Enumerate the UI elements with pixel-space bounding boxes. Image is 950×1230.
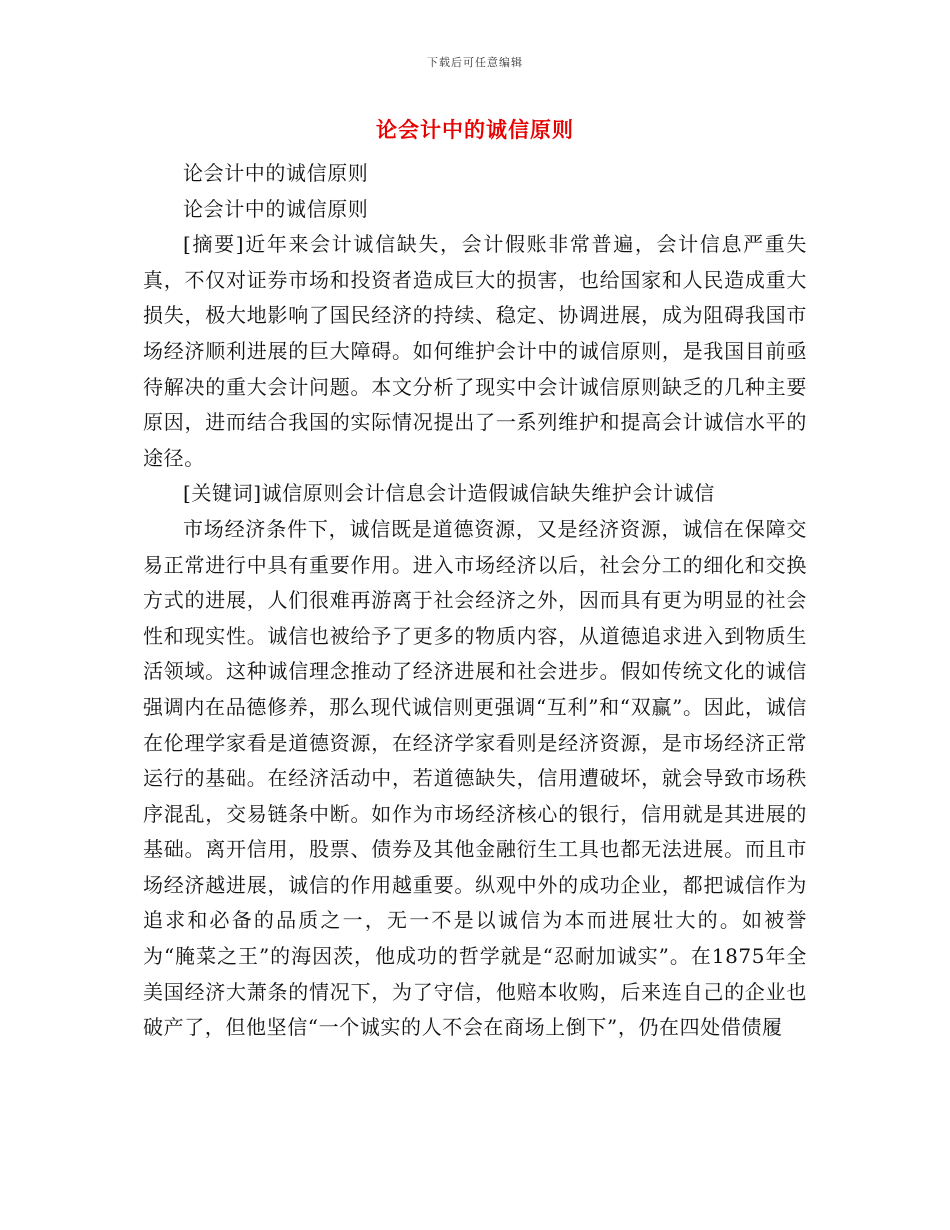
abstract-paragraph: [摘要]近年来会计诚信缺失，会计假账非常普遍，会计信息严重失真，不仅对证券市场和投资者造成巨大的损害，也给国家和人民造成重大损失，极大地影响了国民经济的持续、稳定、协调进展，成为阻碍我国市场经济顺利进展的巨大障碍。如何维护会计中的诚信原则，是我国目前亟待解决的重大会计问题。本文分析了现实中会计诚信原则缺乏的几种主要原因，进而结合我国的实际情况提出了一系列维护和提高会计诚信水平的途径。 (143, 232, 807, 470)
page-header-note: 下载后可任意编辑 (427, 56, 523, 69)
subtitle-line-1: 论会计中的诚信原则 (183, 161, 369, 185)
body-paragraph: 市场经济条件下，诚信既是道德资源，又是经济资源，诚信在保障交易正常进行中具有重要作用。进入市场经济以后，社会分工的细化和交换方式的进展，人们很难再游离于社会经济之外，因而具有更为明显的社会性和现实性。诚信也被给予了更多的物质内容，从道德追求进入到物质生活领域。这种诚信理念推动了经济进展和社会进步。假如传统文化的诚信强调内在品德修养，那么现代诚信则更强调“互利”和“双赢”。因此，诚信在伦理学家看是道德资源，在经济学家看则是经济资源，是市场经济正常运行的基础。在经济活动中，若道德缺失，信用遭破坏，就会导致市场秩序混乱，交易链条中断。如作为市场经济核心的银行，信用就是其进展的基础。离开信用，股票、债券及其他金融衍生工具也都无法进展。而且市场经济越进展，诚信的作用越重要。纵观中外的成功企业，都把诚信作为追求和必备的品质之一，无一不是以诚信为本而进展壮大的。如被誉为“腌菜之王”的海因茨，他成功的哲学就是“忍耐加诚实”。在1875年全美国经济大萧条的情况下，为了守信，他赔本收购，后来连自己的企业也破产了，但他坚信“一个诚实的人不会在商场上倒下”，仍在四处借债履 (143, 516, 807, 1040)
document-title: 论会计中的诚信原则 (376, 117, 574, 142)
subtitle-line-2: 论会计中的诚信原则 (183, 196, 369, 221)
document-body (143, 156, 807, 1046)
keywords-paragraph: [关键词]诚信原则会计信息会计造假诚信缺失维护会计诚信 (183, 481, 715, 506)
